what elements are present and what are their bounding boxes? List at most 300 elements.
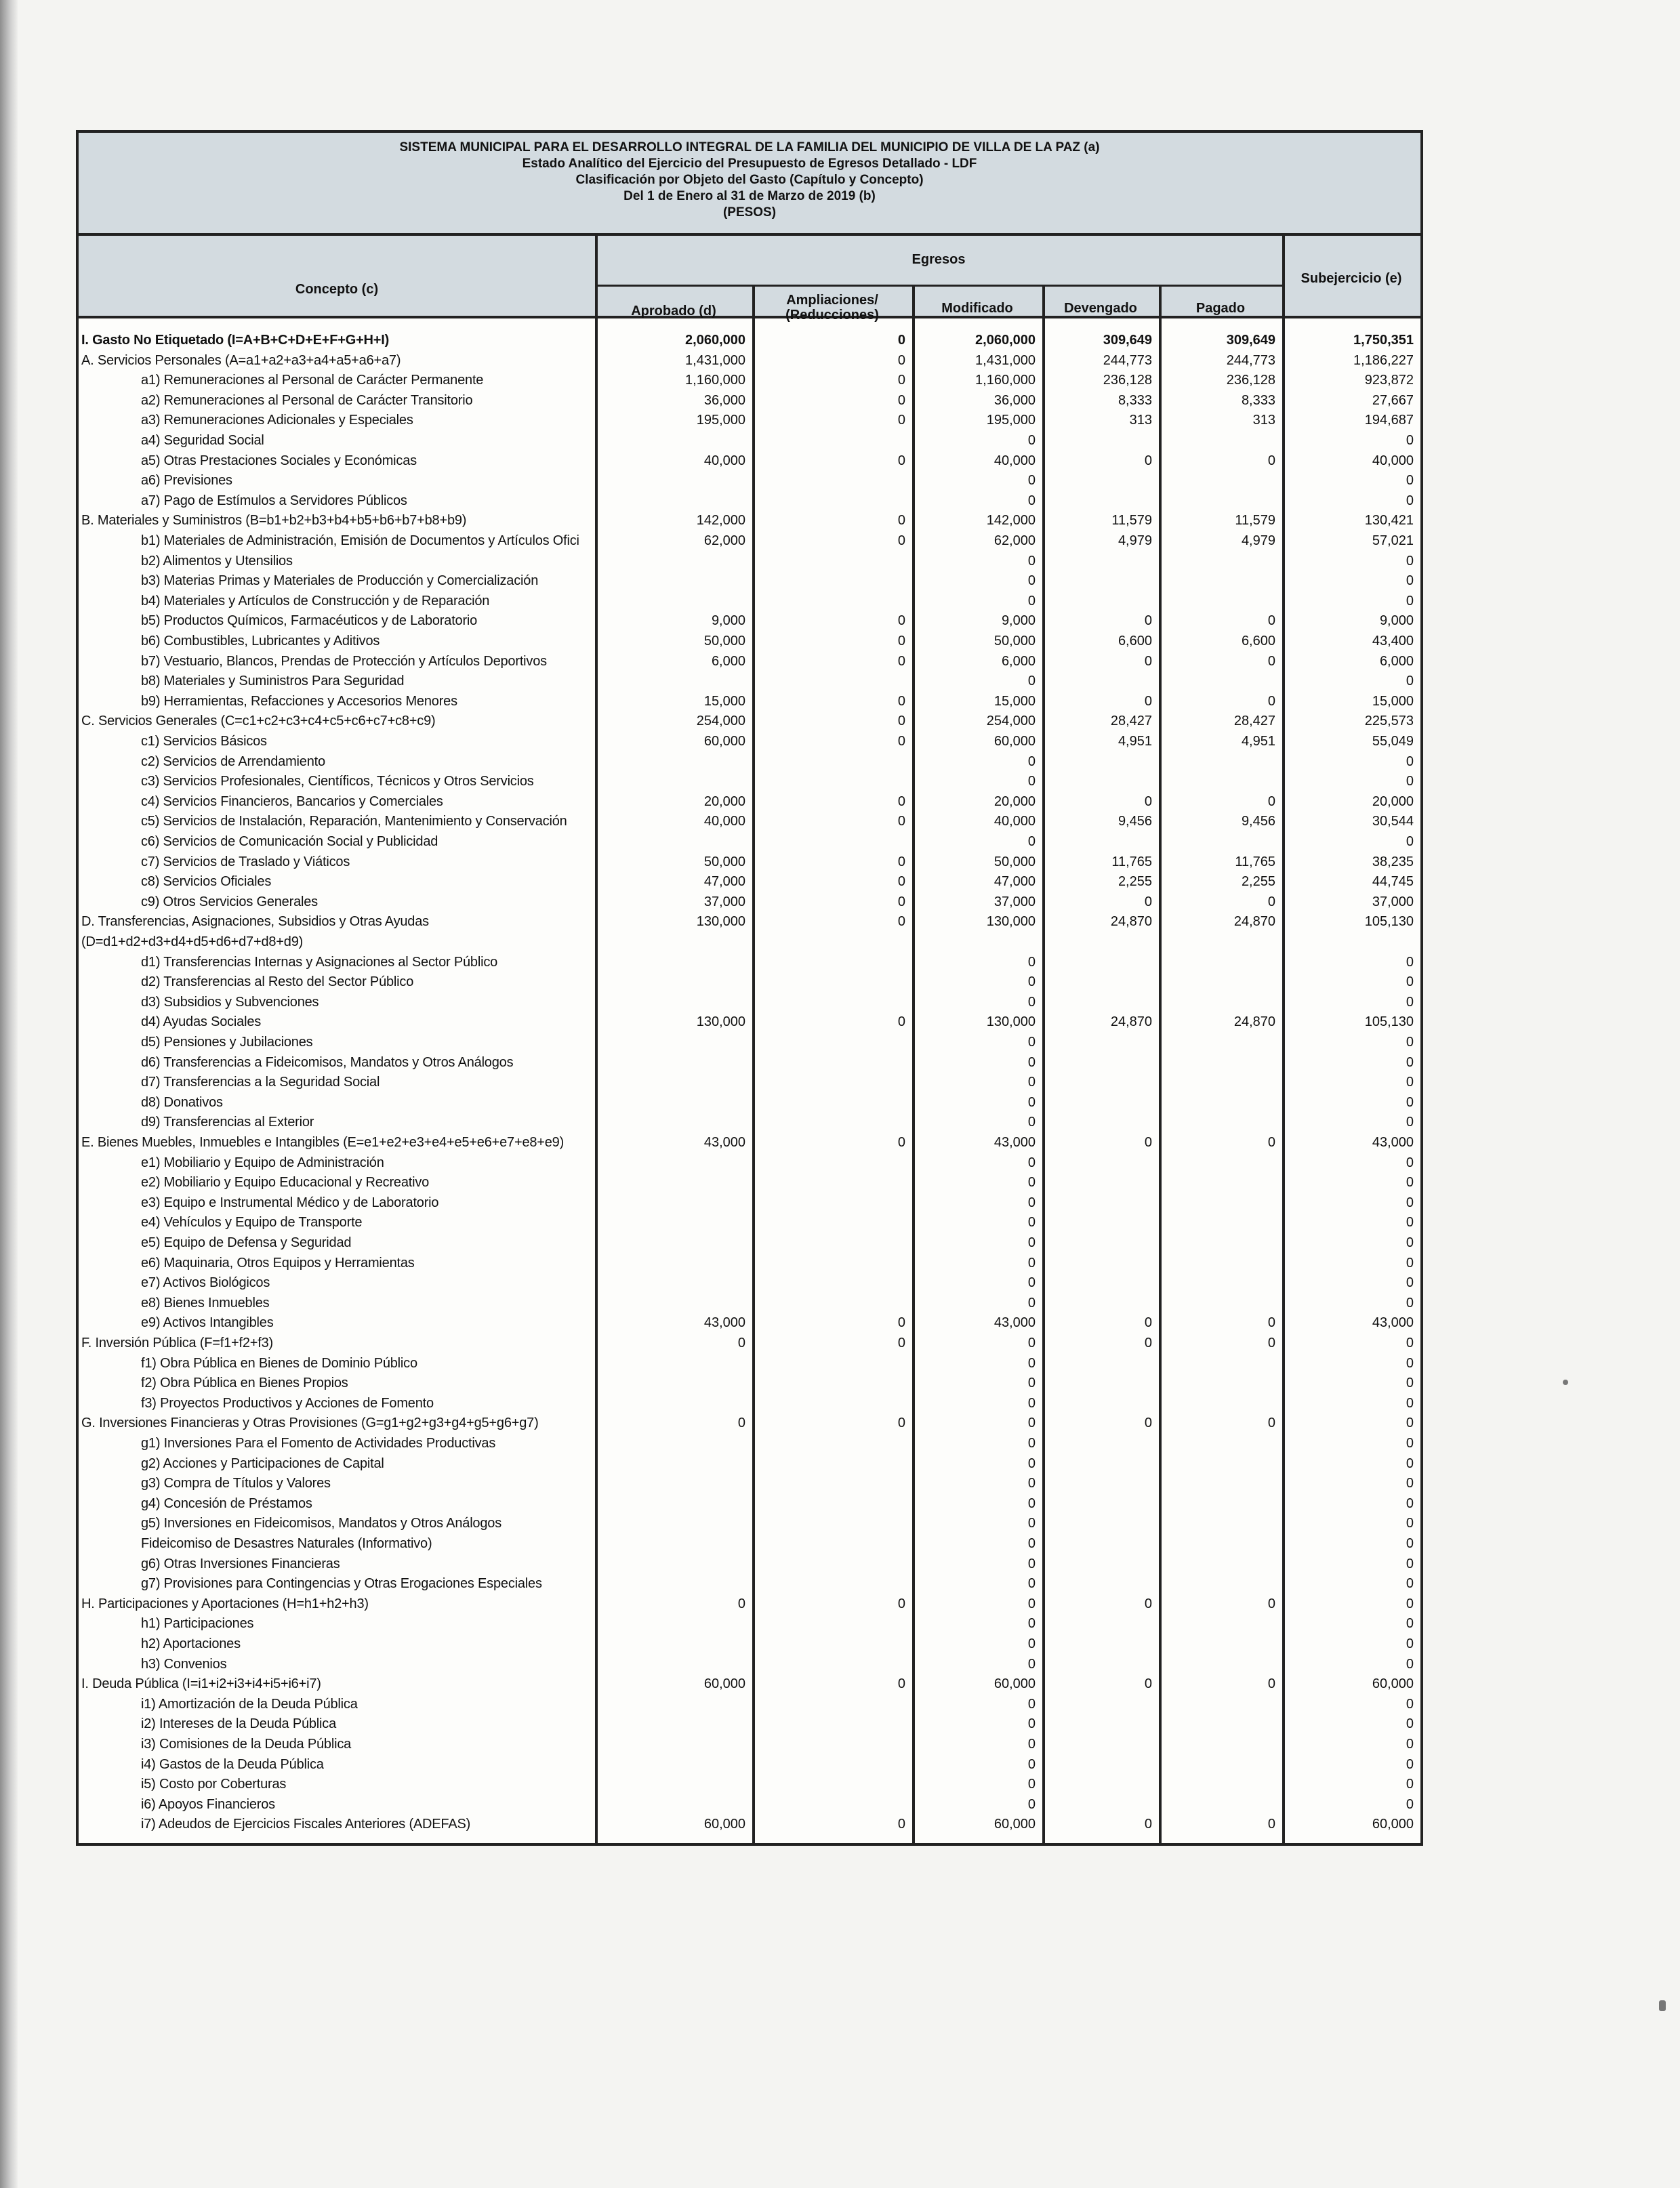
row-subejercicio: 0 [1406,1636,1414,1651]
table-row [79,953,1420,972]
table-row [79,1093,1420,1113]
report-period: Del 1 de Enero al 31 de Marzo de 2019 (b) [623,189,876,203]
row-concepto: e6) Maquinaria, Otros Equipos y Herramientas [141,1255,415,1271]
row-concepto: h1) Participaciones [141,1616,254,1632]
row-modificado: 0 [1027,1336,1036,1350]
row-concepto: a7) Pago de Estímulos a Servidores Públicos [141,493,407,508]
row-modificado: 130,000 [986,1014,1036,1030]
row-pagado: 0 [1267,1596,1275,1611]
row-ampliaciones: 0 [897,693,905,709]
table-row [79,1714,1420,1734]
row-devengado: 4,951 [1118,734,1152,749]
row-subejercicio: 30,544 [1372,814,1414,829]
row-modificado: 0 [1027,1576,1036,1592]
row-modificado: 50,000 [993,634,1036,648]
row-concepto: d7) Transferencias a la Seguridad Social [141,1075,380,1090]
row-subejercicio: 27,667 [1372,392,1414,408]
table-row [79,431,1420,451]
row-aprobado: 142,000 [696,513,745,529]
row-modificado: 142,000 [986,513,1036,529]
row-subejercicio: 0 [1406,774,1414,789]
table-row [79,1334,1420,1353]
row-devengado: 4,979 [1118,533,1152,548]
table-row [79,1454,1420,1474]
row-modificado: 0 [1027,1155,1036,1170]
row-aprobado: 20,000 [703,793,745,809]
row-modificado: 0 [1027,593,1036,608]
row-concepto: e4) Vehículos y Equipo de Transporte [141,1215,363,1231]
row-subejercicio: 0 [1406,1035,1414,1050]
row-concepto: i7) Adeudos de Ejercicios Fiscales Anteriores (ADEFAS) [141,1817,471,1832]
row-subejercicio: 0 [1406,974,1414,990]
table-row [79,1795,1420,1815]
row-devengado: 11,765 [1111,854,1152,869]
row-subejercicio: 0 [1406,754,1414,769]
row-concepto: h2) Aportaciones [141,1636,241,1651]
row-ampliaciones: 0 [897,533,905,548]
row-pagado: 309,649 [1226,333,1275,348]
row-modificado: 0 [1027,974,1036,990]
row-subejercicio: 0 [1406,994,1414,1010]
row-subejercicio: 0 [1406,1054,1414,1070]
row-pagado: 4,951 [1241,734,1275,749]
row-concepto: e1) Mobiliario y Equipo de Administración [141,1155,384,1170]
row-pagado: 11,765 [1235,854,1275,869]
row-subejercicio: 0 [1406,1155,1414,1170]
table-row [79,692,1420,711]
row-devengado: 0 [1144,1817,1152,1832]
report-header [79,133,1420,236]
row-aprobado: 0 [737,1336,745,1350]
row-modificado: 0 [1027,1656,1036,1672]
row-aprobado: 1,431,000 [685,352,745,368]
row-ampliaciones: 0 [897,894,905,909]
column-header-subejercicio: Subejercicio (e) [1300,271,1402,286]
row-aprobado: 130,000 [696,1014,745,1030]
row-concepto: D. Transferencias, Asignaciones, Subsidios y Otras Ayudas [81,914,429,930]
row-concepto: e2) Mobiliario y Equipo Educacional y Recreativo [141,1175,430,1191]
table-row [79,391,1420,411]
row-pagado: 244,773 [1226,352,1275,368]
row-modificado: 50,000 [993,854,1036,869]
row-devengado: 0 [1144,1416,1152,1431]
row-subejercicio: 40,000 [1372,453,1414,468]
row-concepto: G. Inversiones Financieras y Otras Provisiones (G=g1+g2+g3+g4+g5+g6+g7) [81,1416,539,1431]
table-row [79,1494,1420,1514]
row-concepto: g1) Inversiones Para el Fomento de Actividades Productivas [141,1436,496,1451]
row-concepto: e3) Equipo e Instrumental Médico y de Laboratorio [141,1195,439,1210]
row-devengado: 2,255 [1118,874,1152,890]
table-row [79,1514,1420,1533]
row-devengado: 28,427 [1110,714,1152,729]
row-pagado: 24,870 [1233,1014,1275,1030]
row-concepto: Fideicomiso de Desastres Naturales (Informativo) [141,1536,432,1551]
row-ampliaciones: 0 [897,1336,905,1350]
row-pagado: 24,870 [1233,914,1275,930]
row-ampliaciones: 0 [897,1014,905,1030]
table-row [79,1574,1420,1594]
row-subejercicio: 37,000 [1372,894,1414,909]
table-row [79,371,1420,390]
row-concepto: F. Inversión Pública (F=f1+f2+f3) [81,1336,273,1350]
row-pagado: 0 [1267,1135,1275,1150]
row-concepto: d2) Transferencias al Resto del Sector Público [141,974,414,990]
table-row [79,772,1420,791]
row-subejercicio: 0 [1406,1416,1414,1431]
row-pagado: 0 [1267,1315,1275,1331]
row-subejercicio: 0 [1406,1476,1414,1491]
table-row [79,1674,1420,1694]
table-row [79,752,1420,772]
row-modificado: 0 [1027,1636,1036,1651]
row-modificado: 0 [1027,1175,1036,1191]
row-modificado: 0 [1027,1215,1036,1231]
table-row [79,411,1420,430]
row-subejercicio: 0 [1406,1616,1414,1632]
row-concepto: C. Servicios Generales (C=c1+c2+c3+c4+c5+c6+c7+c8+c9) [81,714,436,729]
row-aprobado: 1,160,000 [685,373,745,388]
row-modificado: 0 [1027,553,1036,569]
table-row [79,932,1420,952]
row-subejercicio: 0 [1406,1576,1414,1592]
row-subejercicio: 20,000 [1372,793,1414,809]
row-ampliaciones: 0 [897,392,905,408]
row-concepto: g3) Compra de Títulos y Valores [141,1476,331,1491]
row-modificado: 0 [1027,1255,1036,1271]
row-devengado: 309,649 [1103,333,1152,348]
row-concepto: b6) Combustibles, Lubricantes y Aditivos [141,634,380,648]
table-row [79,912,1420,932]
row-modificado: 0 [1027,1696,1036,1712]
row-subejercicio: 0 [1406,674,1414,689]
row-subejercicio: 1,186,227 [1353,352,1414,368]
row-concepto: e9) Activos Intangibles [141,1315,274,1331]
row-ampliaciones: 0 [897,413,905,428]
row-devengado: 0 [1144,613,1152,629]
table-row [79,892,1420,912]
row-ampliaciones: 0 [897,714,905,729]
row-pagado: 0 [1267,613,1275,629]
row-subejercicio: 0 [1406,1495,1414,1511]
table-row [79,1012,1420,1032]
row-subejercicio: 43,000 [1372,1315,1414,1331]
row-concepto: d8) Donativos [141,1094,223,1110]
row-concepto: i2) Intereses de la Deuda Pública [141,1716,337,1732]
table-row [79,732,1420,751]
column-header-egresos: Egresos [911,252,966,267]
row-aprobado: 37,000 [703,894,745,909]
row-modificado: 60,000 [993,1817,1036,1832]
table-row [79,1193,1420,1213]
row-modificado: 40,000 [993,814,1036,829]
table-row [79,592,1420,611]
row-subejercicio: 0 [1406,593,1414,608]
row-concepto: h3) Convenios [141,1656,227,1672]
row-concepto: a4) Seguridad Social [141,433,264,448]
row-subejercicio: 0 [1406,954,1414,970]
row-concepto: b1) Materiales de Administración, Emisión de Documentos y Artículos Ofici [141,533,579,548]
row-pagado: 9,456 [1241,814,1275,829]
table-row [79,511,1420,531]
row-pagado: 313 [1252,413,1275,428]
row-modificado: 0 [1027,754,1036,769]
row-aprobado: 50,000 [703,854,745,869]
table-row [79,1614,1420,1634]
table-row [79,1434,1420,1453]
row-modificado: 60,000 [993,734,1036,749]
row-modificado: 36,000 [993,392,1036,408]
row-concepto: g4) Concesión de Préstamos [141,1495,312,1511]
row-subejercicio: 0 [1406,553,1414,569]
row-modificado: 195,000 [986,413,1036,428]
row-devengado: 0 [1144,894,1152,909]
row-modificado: 15,000 [993,693,1036,709]
row-modificado: 9,000 [1001,613,1036,629]
row-modificado: 0 [1027,1416,1036,1431]
scan-edge-shadow [0,0,18,2188]
row-concepto: c3) Servicios Profesionales, Científicos, Técnicos y Otros Servicios [141,774,534,789]
row-subejercicio: 130,421 [1364,513,1414,529]
table-row [79,471,1420,491]
table-row [79,1294,1420,1313]
row-subejercicio: 0 [1406,473,1414,489]
table-row [79,1273,1420,1293]
row-modificado: 0 [1027,1796,1036,1812]
row-concepto: I. Gasto No Etiquetado (I=A+B+C+D+E+F+G+H+I) [81,333,390,348]
table-row [79,1173,1420,1193]
row-aprobado: 36,000 [703,392,745,408]
row-aprobado: 60,000 [703,1817,745,1832]
row-pagado: 0 [1267,1817,1275,1832]
row-modificado: 0 [1027,1596,1036,1611]
row-subejercicio: 60,000 [1372,1817,1414,1832]
row-concepto: d6) Transferencias a Fideicomisos, Mandatos y Otros Análogos [141,1054,514,1070]
table-row [79,1033,1420,1052]
table-row [79,351,1420,371]
row-subejercicio: 0 [1406,1777,1414,1792]
row-subejercicio: 0 [1406,1756,1414,1772]
row-devengado: 244,773 [1103,352,1152,368]
row-concepto: g7) Provisiones para Contingencias y Otras Erogaciones Especiales [141,1576,542,1592]
row-concepto: d9) Transferencias al Exterior [141,1115,314,1130]
row-ampliaciones: 0 [897,453,905,468]
row-concepto: c8) Servicios Oficiales [141,874,272,890]
row-ampliaciones: 0 [897,634,905,648]
row-subejercicio: 0 [1406,573,1414,589]
row-concepto: c5) Servicios de Instalación, Reparación, Mantenimiento y Conservación [141,814,567,829]
row-subejercicio: 0 [1406,1696,1414,1712]
table-row [79,552,1420,571]
table-row [79,1695,1420,1714]
row-aprobado: 47,000 [703,874,745,890]
table-row [79,1354,1420,1374]
row-modificado: 0 [1027,954,1036,970]
row-ampliaciones: 0 [897,874,905,890]
row-devengado: 6,600 [1118,634,1152,648]
row-aprobado: 40,000 [703,814,745,829]
row-aprobado: 40,000 [703,453,745,468]
row-devengado: 313 [1129,413,1152,428]
table-row [79,652,1420,672]
row-subejercicio: 0 [1406,1115,1414,1130]
table-row [79,1554,1420,1574]
row-modificado: 0 [1027,1436,1036,1451]
report-subtitle: Estado Analítico del Ejercicio del Presupuesto de Egresos Detallado - LDF [522,157,977,171]
row-subejercicio: 0 [1406,1596,1414,1611]
row-concepto: b2) Alimentos y Utensilios [141,553,293,569]
table-row [79,1254,1420,1273]
row-subejercicio: 9,000 [1379,613,1414,629]
row-modificado: 0 [1027,774,1036,789]
column-header-ampliaciones-line1: Ampliaciones/ [786,293,878,308]
row-modificado: 0 [1027,994,1036,1010]
row-concepto: c4) Servicios Financieros, Bancarios y Comerciales [141,793,443,809]
row-modificado: 0 [1027,1777,1036,1792]
row-ampliaciones: 0 [897,854,905,869]
row-subejercicio: 0 [1406,1516,1414,1531]
row-devengado: 236,128 [1103,373,1152,388]
row-subejercicio: 0 [1406,1456,1414,1471]
row-aprobado: 2,060,000 [685,333,745,348]
table-row [79,1073,1420,1092]
row-pagado: 0 [1267,894,1275,909]
row-subejercicio: 0 [1406,1255,1414,1271]
row-devengado: 11,579 [1111,513,1152,529]
row-aprobado: 60,000 [703,734,745,749]
row-aprobado: 9,000 [711,613,745,629]
table-row [79,1313,1420,1333]
row-concepto: E. Bienes Muebles, Inmuebles e Intangibles (E=e1+e2+e3+e4+e5+e6+e7+e8+e9) [81,1135,565,1150]
row-devengado: 0 [1144,1596,1152,1611]
table-row [79,1113,1420,1132]
row-subejercicio: 0 [1406,1716,1414,1732]
table-row [79,1815,1420,1834]
row-modificado: 20,000 [993,793,1036,809]
table-row [79,1153,1420,1173]
table-row [79,491,1420,511]
row-modificado: 37,000 [993,894,1036,909]
row-aprobado: 0 [737,1596,745,1611]
row-modificado: 0 [1027,1295,1036,1310]
row-modificado: 0 [1027,1195,1036,1210]
scan-speck [1563,1380,1568,1385]
table-row [79,1735,1420,1754]
row-modificado: 0 [1027,1376,1036,1391]
row-concepto: A. Servicios Personales (A=a1+a2+a3+a4+a5+a6+a7) [81,352,401,368]
row-modificado: 0 [1027,1094,1036,1110]
row-subejercicio: 0 [1406,1796,1414,1812]
row-ampliaciones: 0 [897,513,905,529]
table-row [79,1655,1420,1674]
row-ampliaciones: 0 [897,1817,905,1832]
row-concepto: i6) Apoyos Financieros [141,1796,275,1812]
row-ampliaciones: 0 [897,914,905,930]
column-header-pagado: Pagado [1195,301,1246,316]
row-ampliaciones: 0 [897,734,905,749]
row-subejercicio: 0 [1406,1656,1414,1672]
column-header-devengado: Devengado [1064,301,1137,316]
table-row [79,611,1420,631]
row-modificado: 0 [1027,433,1036,448]
row-modificado: 0 [1027,573,1036,589]
table-row [79,571,1420,591]
row-modificado: 60,000 [993,1676,1036,1692]
row-modificado: 1,431,000 [975,352,1036,368]
row-concepto: d5) Pensiones y Jubilaciones [141,1035,313,1050]
row-ampliaciones: 0 [897,1416,905,1431]
row-subejercicio: 57,021 [1372,533,1414,548]
row-subejercicio: 105,130 [1364,1014,1414,1030]
table-row [79,1374,1420,1393]
row-devengado: 24,870 [1110,1014,1152,1030]
row-modificado: 0 [1027,834,1036,849]
row-subejercicio: 0 [1406,1395,1414,1411]
row-concepto: i4) Gastos de la Deuda Pública [141,1756,324,1772]
row-aprobado: 15,000 [703,693,745,709]
row-subejercicio: 194,687 [1364,413,1414,428]
row-pagado: 0 [1267,693,1275,709]
row-concepto: d4) Ayudas Sociales [141,1014,262,1030]
row-subejercicio: 225,573 [1364,714,1414,729]
row-concepto: H. Participaciones y Aportaciones (H=h1+h2+h3) [81,1596,369,1611]
row-ampliaciones: 0 [897,793,905,809]
row-concepto: a2) Remuneraciones al Personal de Carácter Transitorio [141,392,473,408]
row-pagado: 8,333 [1241,392,1275,408]
row-subejercicio: 0 [1406,1376,1414,1391]
table-row [79,1634,1420,1654]
row-concepto: f2) Obra Pública en Bienes Propios [141,1376,348,1391]
row-concepto: b7) Vestuario, Blancos, Prendas de Protección y Artículos Deportivos [141,653,547,669]
row-modificado: 0 [1027,1456,1036,1471]
row-concepto: I. Deuda Pública (I=i1+i2+i3+i4+i5+i6+i7) [81,1676,321,1692]
row-pagado: 0 [1267,793,1275,809]
row-subejercicio: 0 [1406,1275,1414,1291]
column-header-concepto: Concepto (c) [295,282,379,297]
row-aprobado: 0 [737,1416,745,1431]
row-subejercicio: 0 [1406,1094,1414,1110]
row-modificado: 130,000 [986,914,1036,930]
row-subejercicio: 15,000 [1372,693,1414,709]
row-concepto: e7) Activos Biológicos [141,1275,270,1291]
report-classification: Clasificación por Objeto del Gasto (Capítulo y Concepto) [575,173,924,187]
row-modificado: 43,000 [993,1135,1036,1150]
row-concepto: a3) Remuneraciones Adicionales y Especiales [141,413,413,428]
row-subejercicio: 0 [1406,1295,1414,1310]
row-aprobado: 60,000 [703,1676,745,1692]
row-aprobado: 43,000 [703,1135,745,1150]
table-row [79,993,1420,1012]
row-subejercicio: 0 [1406,1737,1414,1752]
row-aprobado: 6,000 [711,653,745,669]
row-devengado: 0 [1144,653,1152,669]
row-aprobado: 130,000 [696,914,745,930]
row-modificado: 0 [1027,1716,1036,1732]
row-devengado: 0 [1144,1676,1152,1692]
table-row [79,832,1420,852]
row-pagado: 0 [1267,1416,1275,1431]
column-header-ampliaciones [752,293,912,323]
row-concepto: i3) Comisiones de la Deuda Pública [141,1737,352,1752]
column-header-aprobado: Aprobado (d) [631,304,716,318]
row-pagado: 6,600 [1241,634,1275,648]
row-concepto: b9) Herramientas, Refacciones y Accesorios Menores [141,693,457,709]
row-subejercicio: 0 [1406,1075,1414,1090]
table-row [79,1213,1420,1233]
row-modificado: 0 [1027,1556,1036,1571]
row-concepto: (D=d1+d2+d3+d4+d5+d6+d7+d8+d9) [81,934,304,949]
row-ampliaciones: 0 [897,814,905,829]
row-concepto: d3) Subsidios y Subvenciones [141,994,319,1010]
